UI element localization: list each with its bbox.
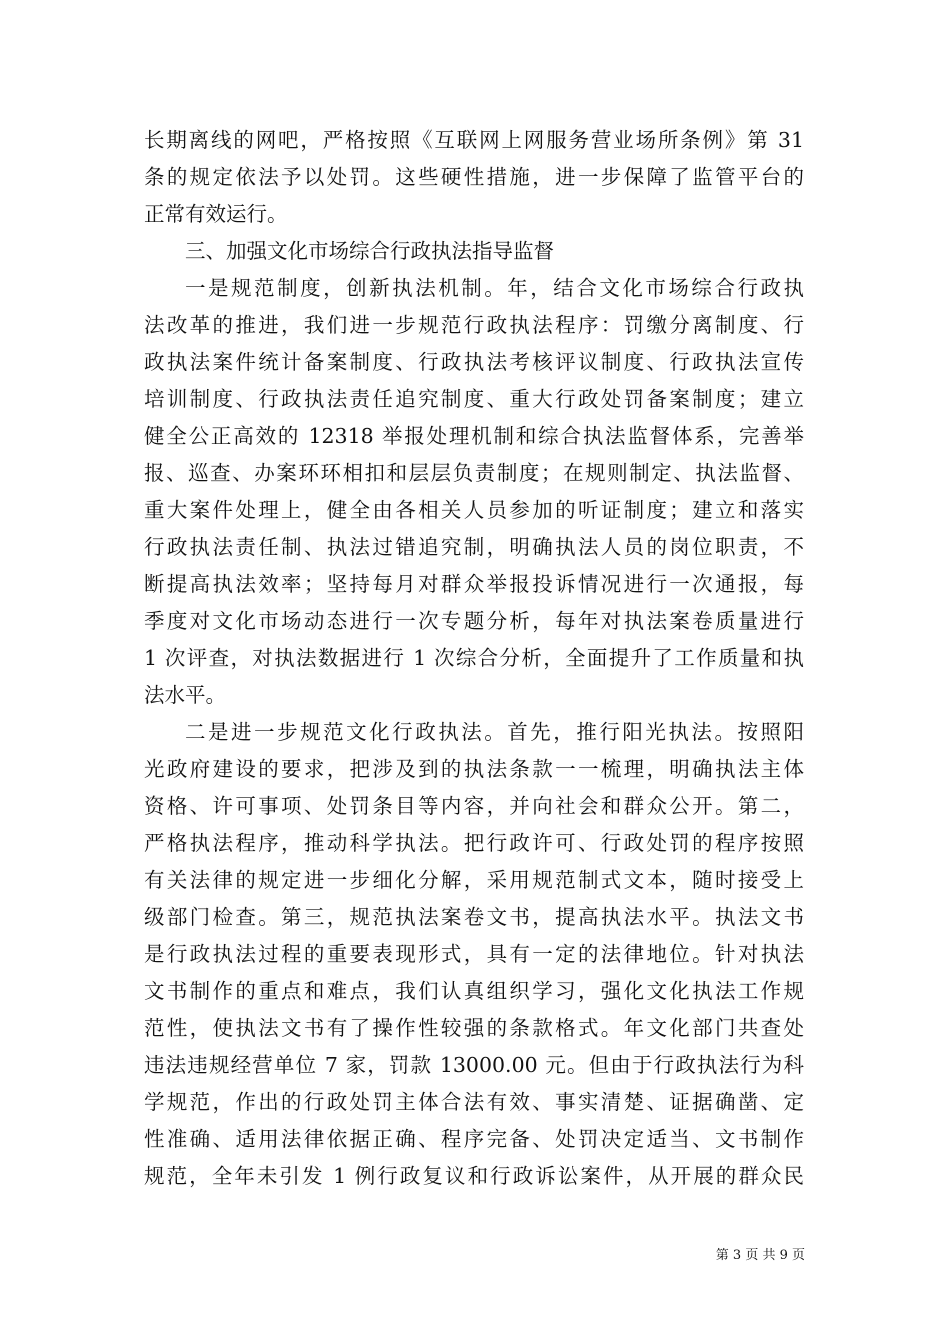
text-line: 范性，使执法文书有了操作性较强的条款格式。年文化部门共查处 (144, 1016, 804, 1040)
text-line: 严格执法程序，推动科学执法。把行政许可、行政处罚的程序按照 (144, 831, 804, 855)
text-line: 断提高执法效率；坚持每月对群众举报投诉情况进行一次通报，每 (144, 572, 804, 596)
text-line: 文书制作的重点和难点，我们认真组织学习，强化文化执法工作规 (144, 979, 804, 1003)
text-line: 培训制度、行政执法责任追究制度、重大行政处罚备案制度；建立 (144, 387, 804, 411)
text-line: 长期离线的网吧，严格按照《互联网上网服务营业场所条例》第 31 (144, 128, 804, 152)
text-line: 健全公正高效的 12318 举报处理机制和综合执法监督体系，完善举 (144, 424, 804, 448)
text-line: 资格、许可事项、处罚条目等内容，并向社会和群众公开。第二， (144, 794, 804, 818)
text-line: 二是进一步规范文化行政执法。首先，推行阳光执法。按照阳 (185, 720, 804, 744)
text-line: 规范，全年未引发 1 例行政复议和行政诉讼案件，从开展的群众民 (144, 1164, 804, 1188)
text-line: 性准确、适用法律依据正确、程序完备、处罚决定适当、文书制作 (144, 1127, 804, 1151)
text-line: 级部门检查。第三，规范执法案卷文书，提高执法水平。执法文书 (144, 905, 804, 929)
text-line: 行政执法责任制、执法过错追究制，明确执法人员的岗位职责，不 (144, 535, 804, 559)
section-heading: 三、加强文化市场综合行政执法指导监督 (185, 239, 554, 263)
text-line: 一是规范制度，创新执法机制。年，结合文化市场综合行政执 (185, 276, 804, 300)
text-line: 法水平。 (144, 683, 226, 707)
text-line: 重大案件处理上，健全由各相关人员参加的听证制度；建立和落实 (144, 498, 804, 522)
text-line: 光政府建设的要求，把涉及到的执法条款一一梳理，明确执法主体 (144, 757, 804, 781)
document-body (144, 122, 804, 1195)
text-line: 政执法案件统计备案制度、行政执法考核评议制度、行政执法宣传 (144, 350, 804, 374)
page-number-footer: 第 3 页 共 9 页 (715, 1248, 805, 1263)
text-line: 正常有效运行。 (144, 202, 288, 226)
text-line: 学规范，作出的行政处罚主体合法有效、事实清楚、证据确凿、定 (144, 1090, 804, 1114)
text-line: 法改革的推进，我们进一步规范行政执法程序：罚缴分离制度、行 (144, 313, 804, 337)
text-line: 季度对文化市场动态进行一次专题分析，每年对执法案卷质量进行 (144, 609, 804, 633)
text-line: 1 次评查，对执法数据进行 1 次综合分析，全面提升了工作质量和执 (144, 646, 804, 670)
text-line: 条的规定依法予以处罚。这些硬性措施，进一步保障了监管平台的 (144, 165, 804, 189)
text-line: 有关法律的规定进一步细化分解，采用规范制式文本，随时接受上 (144, 868, 804, 892)
text-line: 报、巡查、办案环环相扣和层层负责制度；在规则制定、执法监督、 (144, 461, 804, 485)
text-line: 违法违规经营单位 7 家，罚款 13000.00 元。但由于行政执法行为科 (144, 1053, 804, 1077)
text-line: 是行政执法过程的重要表现形式，具有一定的法律地位。针对执法 (144, 942, 804, 966)
